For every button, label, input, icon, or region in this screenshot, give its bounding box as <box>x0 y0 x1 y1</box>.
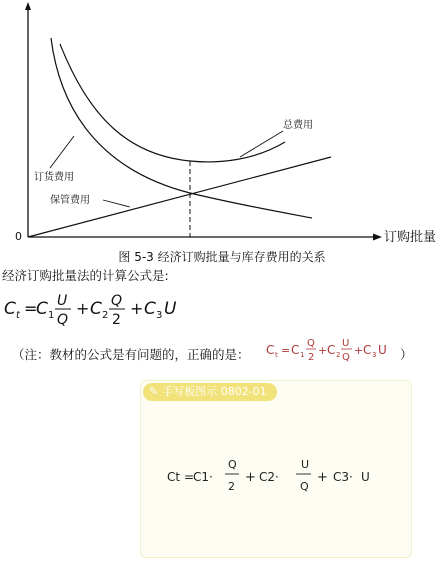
formula-term3-sub: 3 <box>156 310 163 321</box>
hw-var3: U <box>361 470 370 484</box>
hw-c1: C1 <box>193 470 210 484</box>
formula-term1-den: Q <box>57 312 69 328</box>
note-text: （注：教材的公式是有问题的，正确的是： <box>12 347 250 362</box>
hw-dot2: · <box>275 470 279 484</box>
formula-plus2: + <box>130 299 144 318</box>
formula-term2-coef: C <box>90 299 102 319</box>
formula-term1-num: U <box>57 293 68 309</box>
hw-den2: Q <box>300 480 309 493</box>
corrected-eq: = <box>281 344 291 357</box>
hw-lhs: Ct <box>167 470 181 484</box>
corrected-num2: U <box>342 338 350 349</box>
formula-term2-sub: 2 <box>102 310 109 321</box>
total-cost-label: 总费用 <box>283 120 313 131</box>
intro-text: 经济订购批量法的计算公式是: <box>2 268 169 283</box>
corrected-num1: Q <box>307 338 315 349</box>
corrected-c1-sub: 1 <box>300 351 305 359</box>
hw-eq: = <box>184 470 195 484</box>
eoq-diagram <box>0 0 444 246</box>
formula-term3-coef: C <box>144 299 156 319</box>
corrected-var3: U <box>378 343 387 357</box>
formula-lhs: C <box>4 299 16 319</box>
formula-term3-var: U <box>164 299 177 319</box>
hw-plus1: + <box>245 470 256 485</box>
corrected-plus1: + <box>318 344 328 357</box>
corrected-plus2: + <box>354 344 364 357</box>
x-axis-arrow <box>373 234 382 241</box>
corrected-den1: 2 <box>308 352 315 363</box>
hw-den1: 2 <box>228 480 235 493</box>
holding-cost-leader <box>103 200 130 207</box>
note-close: ） <box>400 347 413 362</box>
ordering-cost-curve <box>51 38 312 218</box>
corrected-c3-sub: 3 <box>372 351 377 359</box>
corrected-c2-sub: 2 <box>336 351 341 359</box>
formula-term2-num: Q <box>111 293 123 309</box>
origin-label: 0 <box>15 230 22 243</box>
ordering-cost-leader <box>50 136 74 168</box>
total-cost-curve <box>60 44 285 162</box>
formula-term1-coef: C <box>36 299 48 319</box>
ordering-cost-label: 订货费用 <box>34 172 74 183</box>
corrected-den2: Q <box>342 352 350 363</box>
corrected-c2: C <box>327 343 336 357</box>
hw-num1: Q <box>228 458 237 471</box>
corrected-c3: C <box>363 343 372 357</box>
hw-dot3: · <box>349 470 353 484</box>
formula-plus1: + <box>76 299 90 318</box>
hw-c3: C3 <box>333 470 350 484</box>
pen-icon: ✎ <box>149 385 159 398</box>
card-tag-label: 手写板图示 0802-01 <box>162 385 267 398</box>
hw-c2: C2 <box>259 470 276 484</box>
handwriting-card <box>140 380 412 558</box>
textbook-formula <box>4 286 244 332</box>
x-axis-label: 订购批量 <box>384 230 437 245</box>
corrected-formula <box>266 334 406 370</box>
formula-eq: = <box>24 299 38 318</box>
formula-term2-den: 2 <box>112 312 121 328</box>
hw-num2: U <box>301 458 310 471</box>
y-axis-arrow <box>25 2 31 10</box>
corrected-lhs-sub: t <box>275 351 278 359</box>
hw-dot1: · <box>209 470 213 484</box>
hw-plus2: + <box>317 470 328 485</box>
formula-lhs-sub: t <box>16 310 20 321</box>
figure-caption: 图 5-3 经济订购批量与库存费用的关系 <box>118 250 326 264</box>
corrected-lhs: C <box>266 343 275 357</box>
holding-cost-label: 保管费用 <box>50 195 90 206</box>
formula-term1-sub: 1 <box>48 310 55 321</box>
handwritten-formula <box>141 381 411 557</box>
corrected-c1: C <box>291 343 300 357</box>
